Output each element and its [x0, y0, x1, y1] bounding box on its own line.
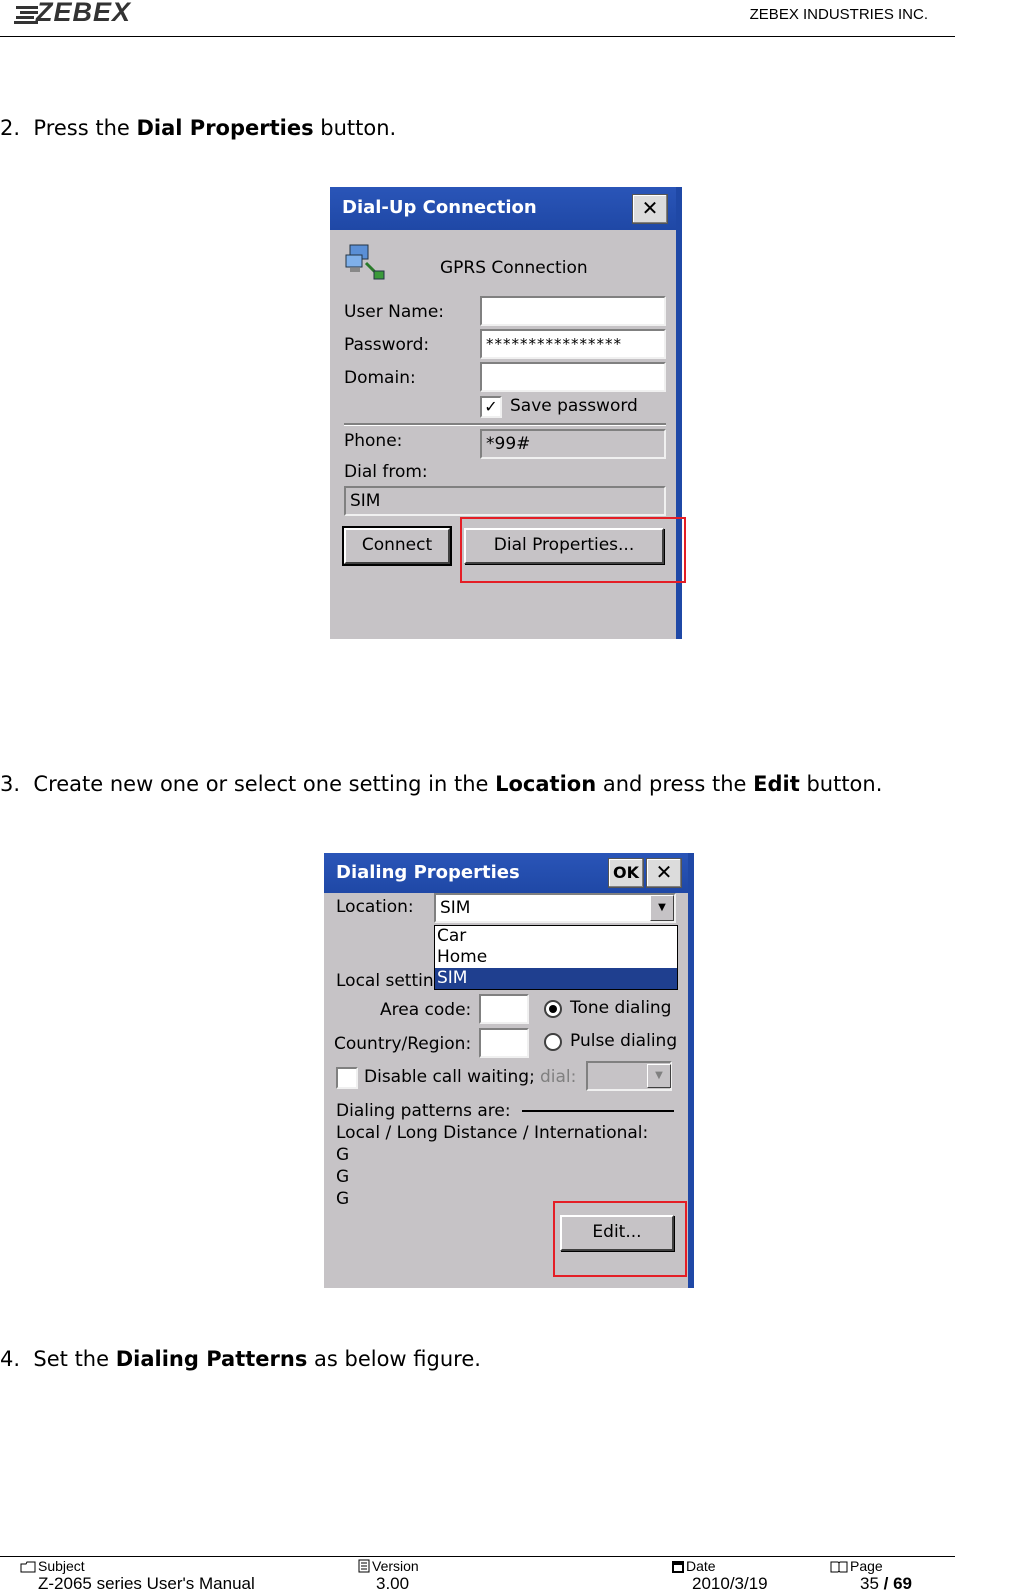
connection-name: GPRS Connection [440, 258, 588, 278]
dialing-close-button[interactable]: ✕ [646, 858, 682, 888]
step-2 [0, 116, 396, 140]
step-3-number: 3. [0, 772, 21, 796]
step-2-bold: Dial Properties [136, 116, 314, 140]
logo-text: ZEBEX [36, 0, 132, 27]
pulse-dialing-label: Pulse dialing [570, 1031, 678, 1051]
dialup-title: Dial-Up Connection [342, 197, 537, 218]
step-3-text-a: Create new one or select one setting in the [33, 772, 496, 796]
dial-from-field[interactable]: SIM [344, 486, 666, 516]
area-code-label: Area code: [380, 1000, 472, 1020]
connect-button[interactable]: Connect [344, 528, 450, 564]
disable-call-waiting-checkbox[interactable] [336, 1067, 358, 1089]
footer-page-label: Page [830, 1558, 883, 1574]
dialup-close-button[interactable]: ✕ [632, 194, 668, 224]
step-3-bold-edit: Edit [753, 772, 800, 796]
location-option-selected[interactable]: SIM [435, 968, 677, 989]
folder-icon [20, 1561, 36, 1573]
step-3-bold-location: Location [495, 772, 597, 796]
dialing-patterns-label: Dialing patterns are: [336, 1101, 511, 1121]
edit-button[interactable]: Edit... [560, 1215, 674, 1251]
location-value: SIM [440, 898, 471, 918]
save-password-checkbox[interactable]: ✓ [480, 396, 502, 418]
step-4-number: 4. [0, 1347, 21, 1371]
location-select[interactable] [434, 893, 676, 923]
location-dropdown-list [434, 925, 678, 990]
patterns-rule [522, 1110, 674, 1112]
area-code-input[interactable] [479, 994, 529, 1024]
user-name-label: User Name: [344, 302, 445, 322]
step-4-bold: Dialing Patterns [115, 1347, 308, 1371]
user-name-input[interactable] [480, 296, 666, 326]
dialup-separator [344, 423, 666, 426]
pattern-long-distance: G [336, 1167, 350, 1187]
domain-input[interactable] [480, 362, 666, 392]
location-option[interactable]: Car [437, 926, 467, 946]
open-book-icon [830, 1560, 848, 1573]
disable-call-waiting-label: Disable call waiting; [364, 1067, 535, 1087]
dial-from-label: Dial from: [344, 462, 428, 482]
footer-date-label: Date [672, 1558, 716, 1574]
dialing-frame [688, 853, 694, 1288]
step-3-text-c: button. [799, 772, 883, 796]
tone-dialing-label: Tone dialing [570, 998, 672, 1018]
step-4-text-a: Set the [33, 1347, 116, 1371]
country-region-input[interactable] [479, 1028, 529, 1058]
dialup-titlebar [330, 187, 676, 230]
pattern-international: G [336, 1189, 350, 1209]
dial-properties-button[interactable]: Dial Properties... [464, 528, 664, 564]
location-label: Location: [336, 897, 414, 917]
footer-date-value: 2010/3/19 [692, 1574, 768, 1593]
header-divider [0, 36, 955, 37]
dialing-titlebar [324, 853, 688, 893]
highlight-edit [553, 1201, 687, 1277]
page-total: 69 [893, 1574, 913, 1593]
phone-label: Phone: [344, 431, 403, 451]
phone-input[interactable]: *99# [480, 429, 666, 459]
country-region-label: Country/Region: [334, 1034, 472, 1054]
calendar-icon [672, 1561, 684, 1573]
patterns-header: Local / Long Distance / International: [336, 1123, 649, 1143]
document-icon [358, 1559, 370, 1573]
step-3 [0, 772, 882, 796]
dialing-title: Dialing Properties [336, 862, 520, 883]
highlight-dial-properties [460, 517, 686, 583]
network-connection-icon [344, 241, 388, 283]
tone-dialing-radio[interactable] [544, 1000, 562, 1018]
step-4 [0, 1347, 481, 1371]
pattern-local: G [336, 1145, 350, 1165]
dial-label: dial: [540, 1067, 577, 1087]
local-settings-label: Local settin [336, 971, 434, 991]
dialing-ok-button[interactable]: OK [608, 858, 644, 888]
step-2-text-a: Press the [33, 116, 137, 140]
password-label: Password: [344, 335, 430, 355]
dial-dropdown-arrow-icon[interactable]: ▼ [647, 1064, 671, 1088]
step-2-number: 2. [0, 116, 21, 140]
step-3-text-b: and press the [596, 772, 754, 796]
page-separator: / [878, 1574, 894, 1593]
company-name: ZEBEX INDUSTRIES INC. [749, 6, 928, 23]
location-dropdown-arrow-icon[interactable]: ▼ [650, 895, 674, 921]
footer-divider [0, 1556, 955, 1557]
step-2-text-b: button. [313, 116, 397, 140]
footer-version-value: 3.00 [376, 1574, 410, 1593]
domain-label: Domain: [344, 368, 416, 388]
pulse-dialing-radio[interactable] [544, 1033, 562, 1051]
footer-subject-value: Z-2065 series User's Manual [38, 1574, 255, 1593]
footer-version-label: Version [358, 1558, 419, 1574]
zebex-logo [14, 2, 144, 28]
step-4-text-b: as below figure. [307, 1347, 481, 1371]
footer-page-value [860, 1574, 912, 1594]
page-current: 35 [860, 1574, 879, 1593]
footer-subject-label: Subject [20, 1558, 85, 1574]
password-input[interactable]: **************** [480, 329, 666, 359]
save-password-label: Save password [510, 396, 638, 416]
location-option[interactable]: Home [437, 947, 488, 967]
